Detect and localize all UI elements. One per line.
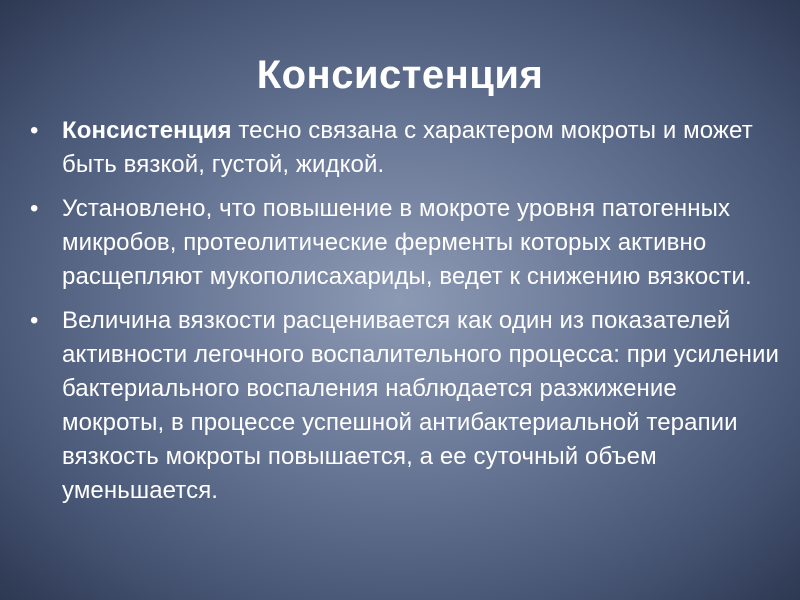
bullet-list — [26, 114, 784, 508]
bullet-icon: • — [30, 195, 39, 222]
bullet-icon: • — [30, 117, 39, 144]
bullet-icon: • — [30, 307, 39, 334]
bullet-item-viscosity-assessment — [26, 304, 784, 508]
bullet-text: Величина вязкости расценивается как один из показателей активности легочного воспалительного процесса: при усилении бактериального воспаления наблюдается разжижение мокроты, в процессе успешной антибактериальной терапии вязкость мокроты повышается, а ее суточный объем уменьшается. — [62, 307, 779, 504]
slide-title: Консистенция — [256, 53, 544, 97]
bullet-item-viscosity-reduction — [26, 192, 784, 294]
bullet-bold-term: Консистенция — [62, 117, 232, 144]
bullet-text: Установлено, что повышение в мокроте уровня патогенных микробов, протеолитические ферменты которых активно расщепляют мукополисахариды, ведет к снижению вязкости. — [62, 195, 752, 290]
bullet-text: тесно связана с характером мокроты и может быть вязкой, густой, жидкой. — [62, 117, 753, 178]
bullet-item-consistency — [26, 114, 784, 182]
